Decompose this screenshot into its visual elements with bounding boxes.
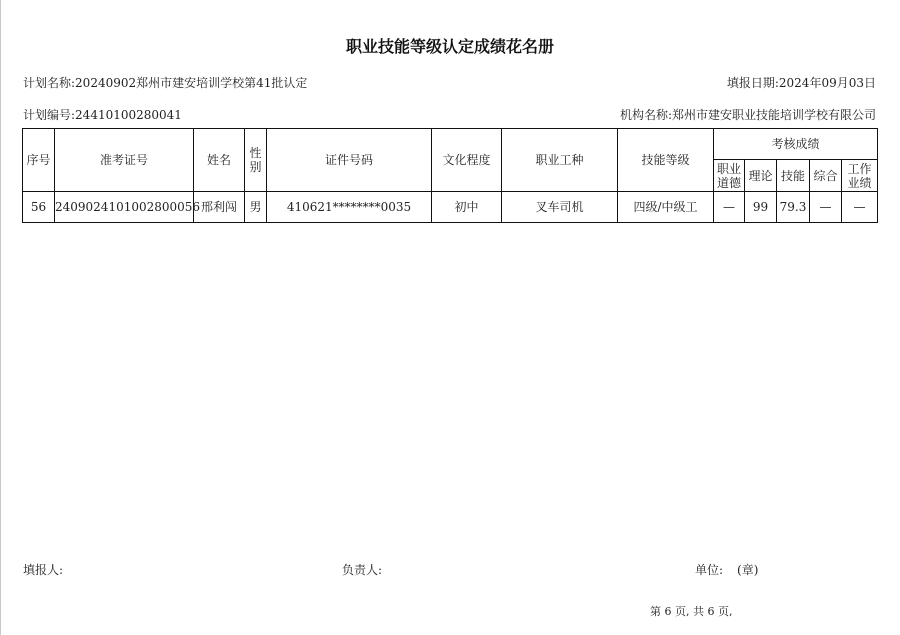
fill-date-value: 2024年09月03日 — [778, 76, 876, 90]
header-name: 姓名 — [194, 129, 245, 192]
fill-date-label: 填报日期: — [726, 76, 779, 90]
responsible-label: 负责人: — [342, 563, 383, 577]
cell-name: 邢利闯 — [194, 192, 245, 223]
header-ethics — [714, 160, 745, 192]
cell-seq: 56 — [23, 192, 55, 223]
cell-occupation: 叉车司机 — [502, 192, 618, 223]
header-scores-group: 考核成绩 — [714, 129, 878, 160]
cell-theory: 99 — [745, 192, 777, 223]
header-comprehensive: 综合 — [810, 160, 842, 192]
header-gender — [245, 129, 267, 192]
page-edge — [0, 0, 1, 635]
cell-skill: 79.3 — [777, 192, 810, 223]
cell-gender: 男 — [245, 192, 267, 223]
table-row — [23, 192, 878, 223]
header-ethics-text: 职业道德 — [716, 161, 741, 190]
cell-level: 四级/中级工 — [618, 192, 714, 223]
cell-exam-id: 2409024101002800056 — [55, 192, 194, 223]
page-info: 第 6 页, 共 6 页, — [650, 605, 733, 618]
cell-ethics: — — [714, 192, 745, 223]
header-exam-id: 准考证号 — [55, 129, 194, 192]
cell-comprehensive: — — [810, 192, 842, 223]
header-id-number: 证件号码 — [267, 129, 432, 192]
filler-label: 填报人: — [23, 563, 64, 577]
plan-number — [23, 106, 182, 123]
seal-mark: (章) — [737, 563, 759, 577]
header-level: 技能等级 — [618, 129, 714, 192]
cell-id-number: 410621********0035 — [267, 192, 432, 223]
org-name — [620, 106, 876, 123]
org-name-label: 机构名称: — [619, 108, 672, 122]
score-table — [22, 128, 878, 223]
plan-name-value: 20240902郑州市建安培训学校第41批认定 — [75, 76, 308, 90]
fill-date — [727, 74, 876, 91]
header-performance-text: 工作业绩 — [847, 161, 872, 190]
cell-education: 初中 — [432, 192, 502, 223]
header-skill: 技能 — [777, 160, 810, 192]
org-name-value: 郑州市建安职业技能培训学校有限公司 — [671, 108, 876, 122]
header-education: 文化程度 — [432, 129, 502, 192]
unit-label: 单位: — [695, 563, 724, 577]
plan-name-label: 计划名称: — [23, 76, 76, 90]
header-performance — [842, 160, 878, 192]
header-gender-text: 性别 — [249, 146, 262, 174]
plan-name — [23, 74, 307, 91]
plan-number-label: 计划编号: — [23, 108, 76, 122]
cell-performance: — — [842, 192, 878, 223]
header-seq: 序号 — [23, 129, 55, 192]
page-title: 职业技能等级认定成绩花名册 — [345, 37, 554, 56]
header-occupation: 职业工种 — [502, 129, 618, 192]
plan-number-value: 24410100280041 — [75, 108, 182, 122]
header-theory: 理论 — [745, 160, 777, 192]
unit-field — [695, 561, 758, 578]
